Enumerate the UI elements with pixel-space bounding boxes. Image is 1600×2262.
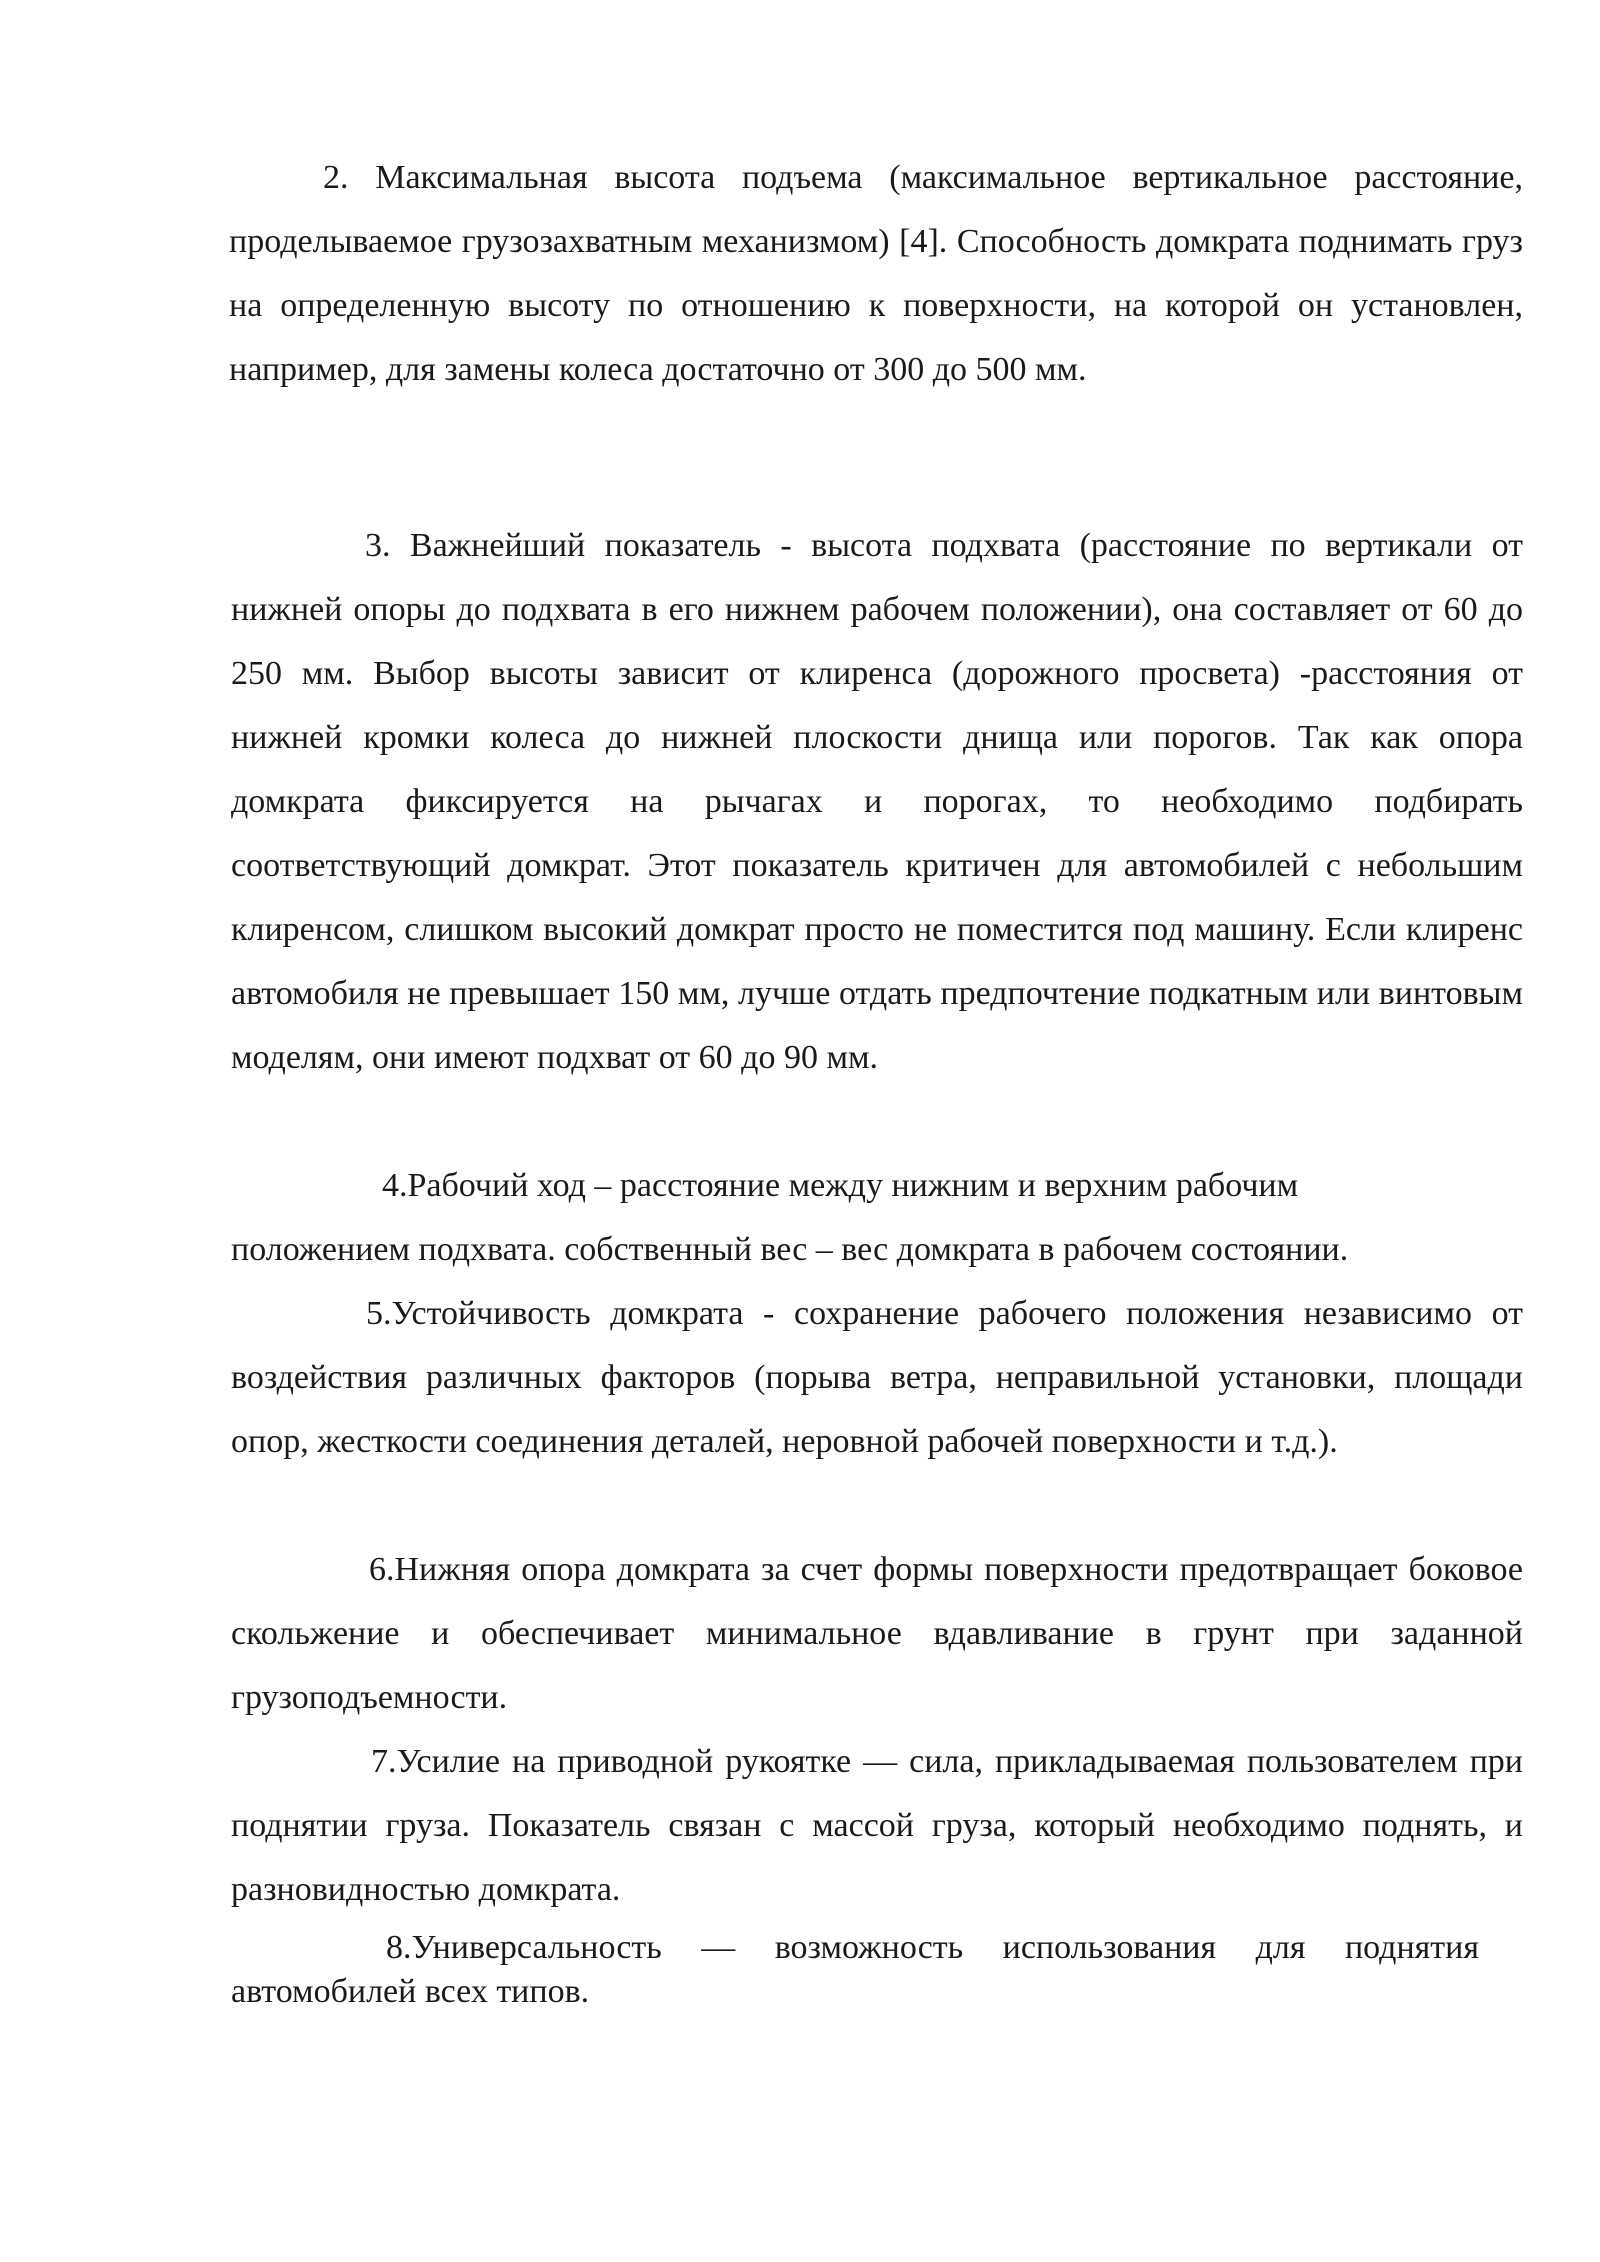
paragraph-5-stability: 5.Устойчивость домкрата - сохранение рабочего положения независимо от воздействия различных факторов (порыва ветра, неправильной установки, площади опор, жесткости соединения деталей, неровной рабочей поверхности и т.д.). (231, 1295, 1523, 1460)
paragraph-3-pickup-height: 3. Важнейший показатель - высота подхвата (расстояние по вертикали от нижней опоры до подхвата в его нижнем рабочем положении), она составляет от 60 до 250 мм. Выбор высоты зависит от клиренса (дорожного просвета) -расстояния от нижней кромки колеса до нижней плоскости днища или порогов. Так как опора домкрата фиксируется на рычагах и порогах, то необходимо подбирать соответствующий домкрат. Этот показатель критичен для автомобилей с небольшим клиренсом, слишком высокий домкрат просто не поместится под машину. Если клиренс автомобиля не превышает 150 мм, лучше отдать предпочтение подкатным или винтовым моделям, они имеют подхват от 60 до 90 мм. (231, 527, 1523, 1076)
paragraph-2-max-lift-height: 2. Максимальная высота подъема (максимальное вертикальное расстояние, проделываемое грузозахватным механизмом) [4]. Способность домкрата поднимать груз на определенную высоту по отношению к поверхности, на которой он установлен, например, для замены колеса достаточно от 300 до 500 мм. (229, 159, 1523, 388)
paragraph-6-bottom-support: 6.Нижняя опора домкрата за счет формы поверхности предотвращает боковое скольжение и обеспечивает минимальное вдавливание в грунт при заданной грузоподъемности. (231, 1551, 1523, 1716)
paragraph-4-line-1: 4.Рабочий ход – расстояние между нижним и верхним рабочим (382, 1167, 1299, 1204)
paragraph-8-versatility: 8.Универсальность — возможность использования для поднятия автомобилей всех типов. (231, 1929, 1479, 2010)
paragraph-4-line-2: положением подхвата. собственный вес – вес домкрата в рабочем состоянии. (231, 1231, 1349, 1268)
paragraph-7-handle-force: 7.Усилие на приводной рукоятке — сила, прикладываемая пользователем при поднятии груза. Показатель связан с массой груза, который необходимо поднять, и разновидностью домкрата. (231, 1743, 1523, 1908)
paragraph-4-working-stroke (231, 1154, 1523, 1282)
